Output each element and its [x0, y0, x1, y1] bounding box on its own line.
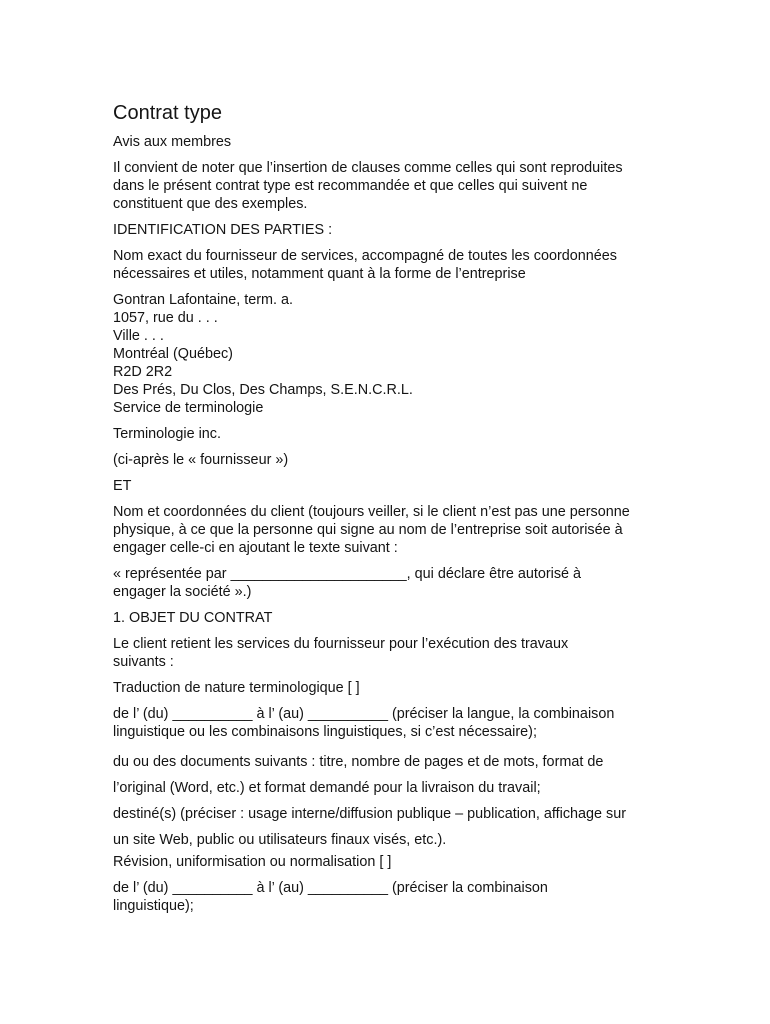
translation-language-line: de l’ (du) __________ à l’ (au) __________ (préciser la langue, la combinaison [113, 706, 615, 722]
client-description-line: Nom et coordonnées du client (toujours veiller, si le client n’est pas une personne [113, 504, 630, 520]
destination-spec [113, 801, 673, 853]
representation-line: engager la société ».) [113, 584, 252, 600]
translation-language [113, 705, 673, 741]
representation-clause [113, 565, 673, 601]
supplier-address-line: Gontran Lafontaine, term. a. [113, 292, 293, 308]
client-description [113, 503, 673, 557]
supplier-label: (ci-après le « fournisseur ») [113, 452, 289, 468]
documents-spec [113, 749, 673, 801]
revision-language-line: linguistique); [113, 898, 194, 914]
section1-intro [113, 635, 673, 671]
document-title: Contrat type [113, 102, 222, 124]
representation-line: « représentée par ______________________, qui déclare être autorisé à [113, 566, 582, 582]
notice-line: constituent que des exemples. [113, 196, 308, 212]
contract-document [113, 100, 673, 915]
notice-line: Il convient de noter que l’insertion de clauses comme celles qui sont reproduites [113, 160, 623, 176]
supplier-address-line: Ville . . . [113, 328, 164, 344]
supplier-address-line: 1057, rue du . . . [113, 310, 218, 326]
supplier-description-line: Nom exact du fournisseur de services, accompagné de toutes les coordonnées [113, 248, 617, 264]
destination-spec-line: un site Web, public ou utilisateurs finaux visés, etc.). [113, 832, 447, 848]
supplier-address-line: Montréal (Québec) [113, 346, 233, 362]
supplier-address-line: Service de terminologie [113, 400, 264, 416]
supplier-description-line: nécessaires et utiles, notamment quant à la forme de l’entreprise [113, 266, 526, 282]
notice-paragraph [113, 159, 673, 213]
supplier-address [113, 291, 673, 417]
and-label: ET [113, 478, 132, 494]
notice-heading: Avis aux membres [113, 134, 232, 150]
supplier-company: Terminologie inc. [113, 426, 221, 442]
destination-spec-line: destiné(s) (préciser : usage interne/diffusion publique – publication, affichage sur [113, 806, 627, 822]
identification-heading: IDENTIFICATION DES PARTIES : [113, 222, 333, 238]
supplier-address-line: R2D 2R2 [113, 364, 173, 380]
section1-intro-line: suivants : [113, 654, 174, 670]
revision-language-line: de l’ (du) __________ à l’ (au) __________ (préciser la combinaison [113, 880, 548, 896]
translation-item: Traduction de nature terminologique [ ] [113, 680, 360, 696]
notice-line: dans le présent contrat type est recommandée et que celles qui suivent ne [113, 178, 588, 194]
documents-spec-line: l’original (Word, etc.) et format demandé pour la livraison du travail; [113, 780, 541, 796]
section1-heading: 1. OBJET DU CONTRAT [113, 610, 273, 626]
client-description-line: engager celle-ci en ajoutant le texte suivant : [113, 540, 398, 556]
revision-language [113, 879, 673, 915]
supplier-address-line: Des Prés, Du Clos, Des Champs, S.E.N.C.R.L. [113, 382, 413, 398]
supplier-description [113, 247, 673, 283]
section1-intro-line: Le client retient les services du fournisseur pour l’exécution des travaux [113, 636, 569, 652]
translation-language-line: linguistique ou les combinaisons linguistiques, si c’est nécessaire); [113, 724, 537, 740]
revision-item: Révision, uniformisation ou normalisation [ ] [113, 854, 392, 870]
documents-spec-line: du ou des documents suivants : titre, nombre de pages et de mots, format de [113, 754, 604, 770]
client-description-line: physique, à ce que la personne qui signe au nom de l’entreprise soit autorisée à [113, 522, 623, 538]
